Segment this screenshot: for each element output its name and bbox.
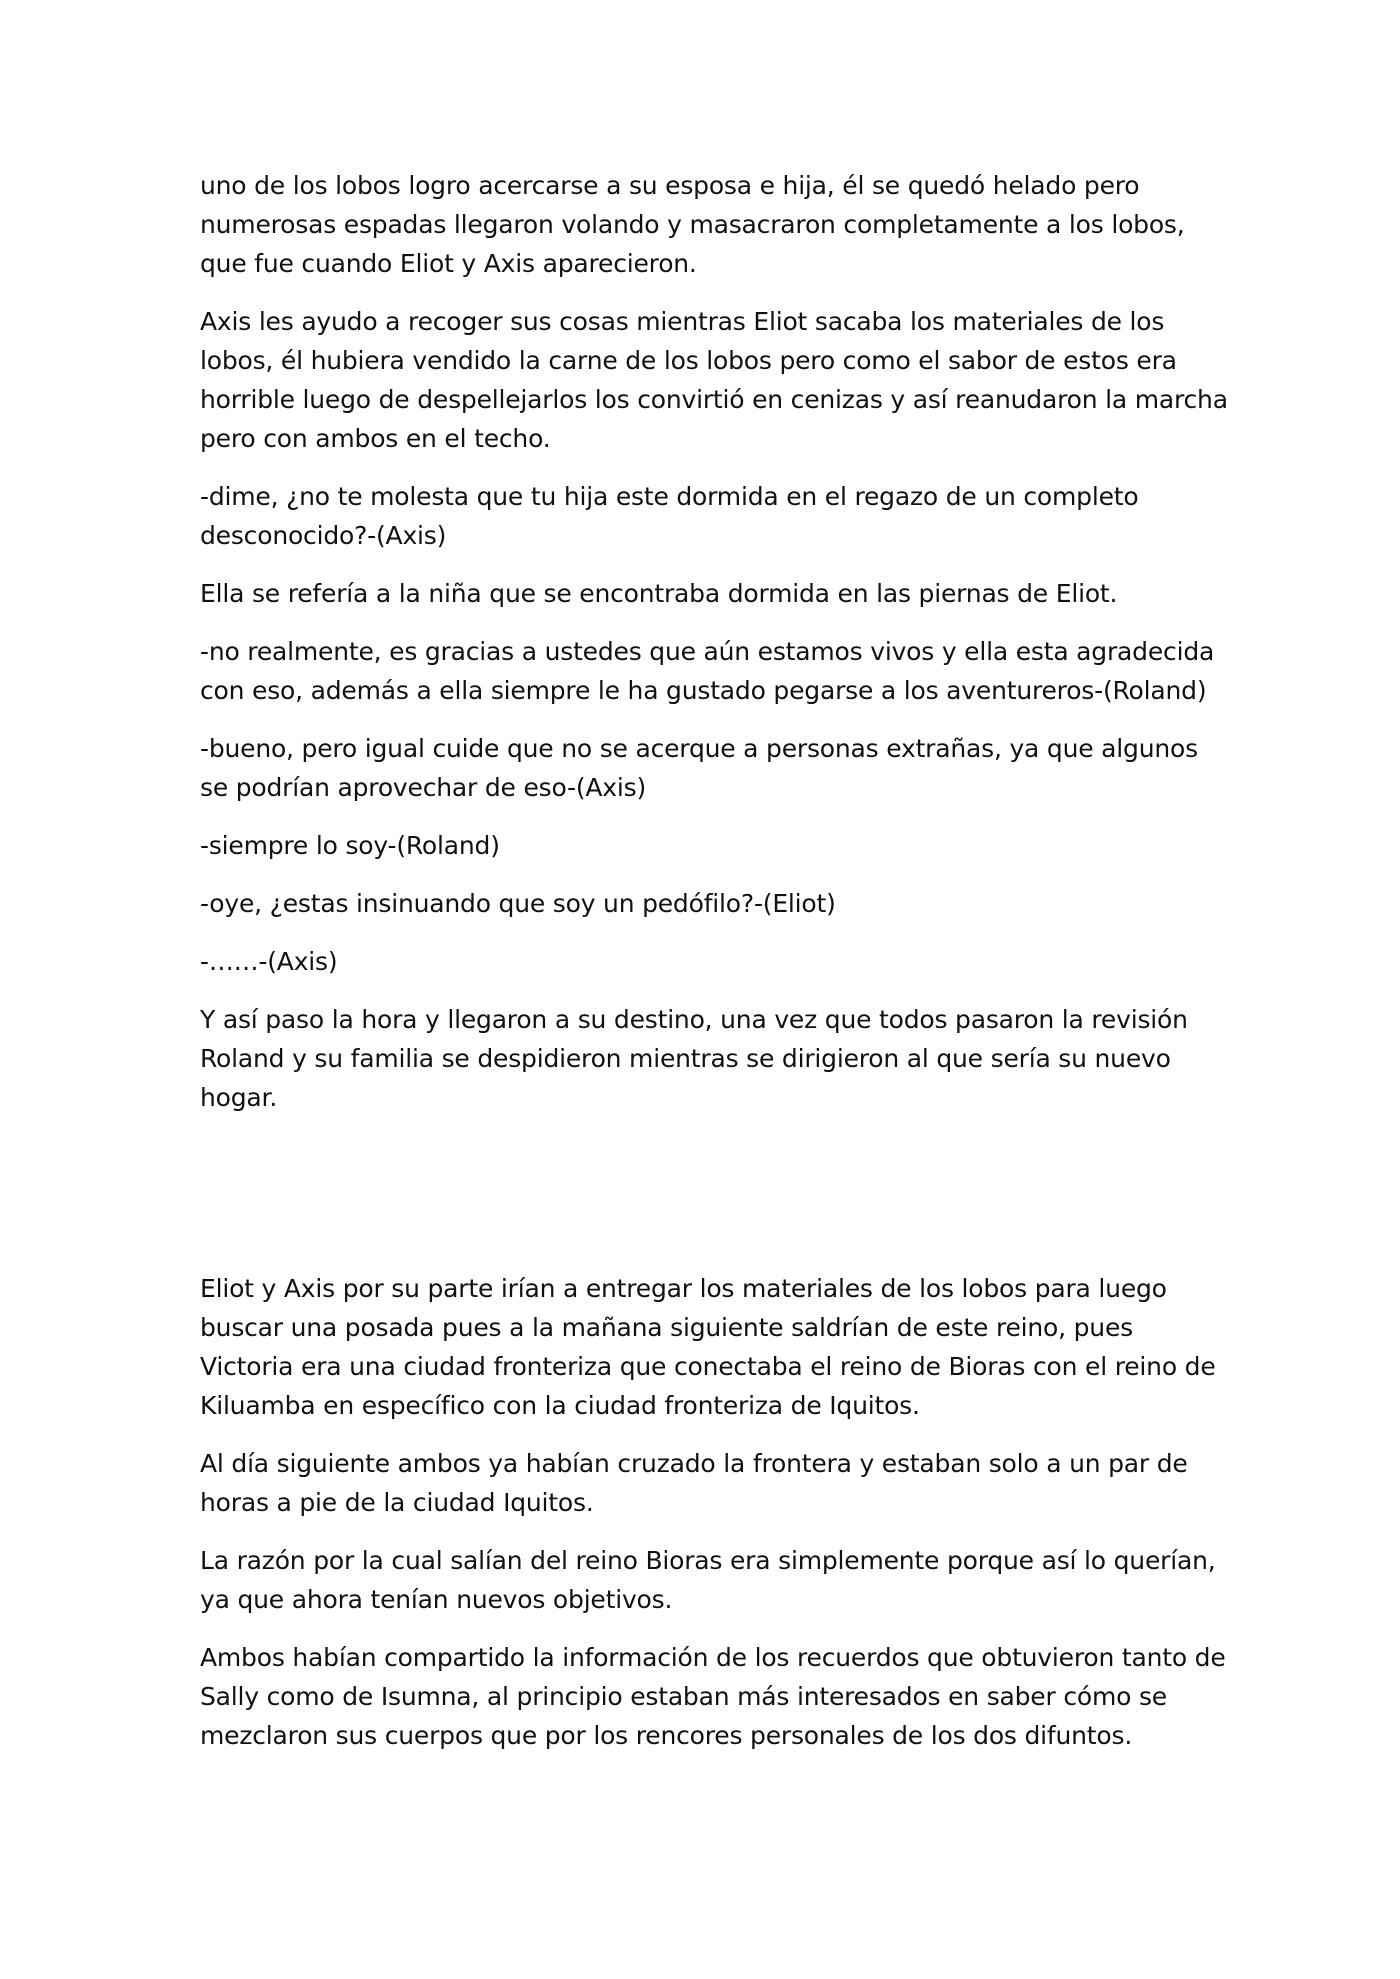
dialogue-line: -no realmente, es gracias a ustedes que aún estamos vivos y ella esta agradecida con eso, además a ella siempre le ha gustado pegarse a los aventureros-(Roland) (200, 637, 1215, 705)
dialogue-line: -bueno, pero igual cuide que no se acerque a personas extrañas, ya que algunos se podrían aprovechar de eso-(Axis) (200, 734, 1198, 802)
paragraph: Axis les ayudo a recoger sus cosas mientras Eliot sacaba los materiales de los lobos, él hubiera vendido la carne de los lobos pero como el sabor de estos era horrible luego de despellejarlos los convirtió en cenizas y así reanudaron la marcha pero con ambos en el techo. (200, 307, 1228, 453)
paragraph: Ambos habían compartido la información de los recuerdos que obtuvieron tanto de Sally como de Isumna, al principio estaban más interesados en saber cómo se mezclaron sus cuerpos que por los rencores personales de los dos difuntos. (200, 1643, 1226, 1750)
dialogue-line: -dime, ¿no te molesta que tu hija este dormida en el regazo de un completo desconocido?-(Axis) (200, 482, 1139, 550)
paragraph: Ella se refería a la niña que se encontraba dormida en las piernas de Eliot. (200, 579, 1118, 608)
paragraph: Eliot y Axis por su parte irían a entregar los materiales de los lobos para luego buscar una posada pues a la mañana siguiente saldrían de este reino, pues Victoria era una ciudad fronteriza que conectaba el reino de Bioras con el reino de Kiluamba en específico con la ciudad fronteriza de Iquitos. (200, 1274, 1216, 1420)
paragraph: La razón por la cual salían del reino Bioras era simplemente porque así lo querían, ya que ahora tenían nuevos objetivos. (200, 1546, 1216, 1614)
dialogue-line: -oye, ¿estas insinuando que soy un pedófilo?-(Eliot) (200, 889, 836, 918)
text-column (200, 166, 1230, 1774)
dialogue-line: -……-(Axis) (200, 947, 338, 976)
dialogue-line: -siempre lo soy-(Roland) (200, 831, 500, 860)
paragraph: Al día siguiente ambos ya habían cruzado la frontera y estaban solo a un par de horas a pie de la ciudad Iquitos. (200, 1449, 1188, 1517)
paragraph: uno de los lobos logro acercarse a su esposa e hija, él se quedó helado pero numerosas espadas llegaron volando y masacraron completamente a los lobos, que fue cuando Eliot y Axis aparecieron. (200, 171, 1185, 278)
paragraph: Y así paso la hora y llegaron a su destino, una vez que todos pasaron la revisión Roland y su familia se despidieron mientras se dirigieron al que sería su nuevo hogar. (200, 1005, 1188, 1112)
section-gap (200, 1136, 1230, 1269)
